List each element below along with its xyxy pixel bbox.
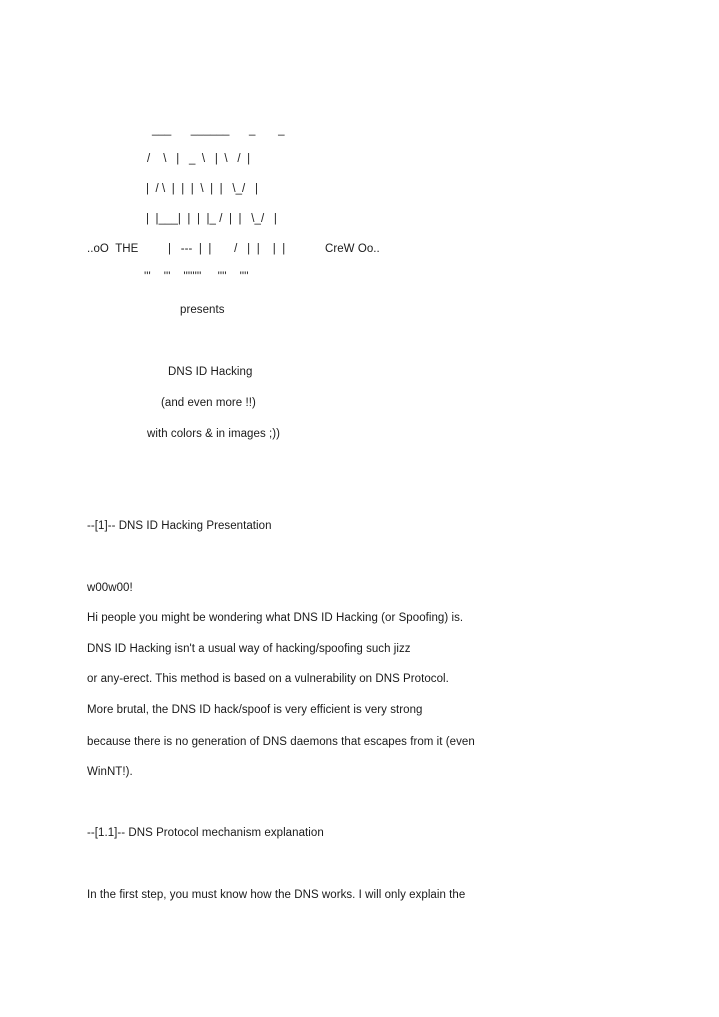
ascii-logo-row-5-middle: | --- | | / | | | |	[168, 243, 286, 255]
ascii-logo-row-4: | |___| | | |_ / | | \_/ |	[146, 213, 277, 225]
section-1-heading: --[1]-- DNS ID Hacking Presentation	[87, 520, 272, 532]
section-1-line-4: or any-erect. This method is based on a vulnerability on DNS Protocol.	[87, 673, 449, 685]
ascii-logo-row-5-right: CreW Oo..	[325, 243, 380, 255]
ascii-logo-row-2: / \ | _ \ | \ / |	[147, 153, 251, 165]
section-1-line-5: More brutal, the DNS ID hack/spoof is very efficient is very strong	[87, 704, 423, 716]
section-1-line-7: WinNT!).	[87, 766, 133, 778]
section-1-1-line-1: In the first step, you must know how the DNS works. I will only explain the	[87, 889, 466, 901]
ascii-logo-row-5-left: ..oO THE	[87, 243, 139, 255]
ascii-logo-row-6: ''' ''' '''''''' '''' ''''	[144, 271, 249, 283]
section-1-1-heading: --[1.1]-- DNS Protocol mechanism explanation	[87, 827, 324, 839]
section-1-line-2: Hi people you might be wondering what DNS ID Hacking (or Spoofing) is.	[87, 612, 464, 624]
presents-text: presents	[180, 304, 225, 316]
document-subtitle-1: (and even more !!)	[161, 397, 256, 409]
section-1-line-3: DNS ID Hacking isn't a usual way of hacking/spoofing such jizz	[87, 643, 411, 655]
section-1-line-6: because there is no generation of DNS daemons that escapes from it (even	[87, 736, 475, 748]
document-title: DNS ID Hacking	[168, 366, 253, 378]
section-1-line-1: w00w00!	[87, 582, 133, 594]
ascii-logo-row-3: | / \ | | | \ | | \_/ |	[146, 183, 259, 195]
ascii-logo-row-1: ___ ______ _ _	[152, 124, 285, 136]
document-subtitle-2: with colors & in images ;))	[147, 428, 280, 440]
